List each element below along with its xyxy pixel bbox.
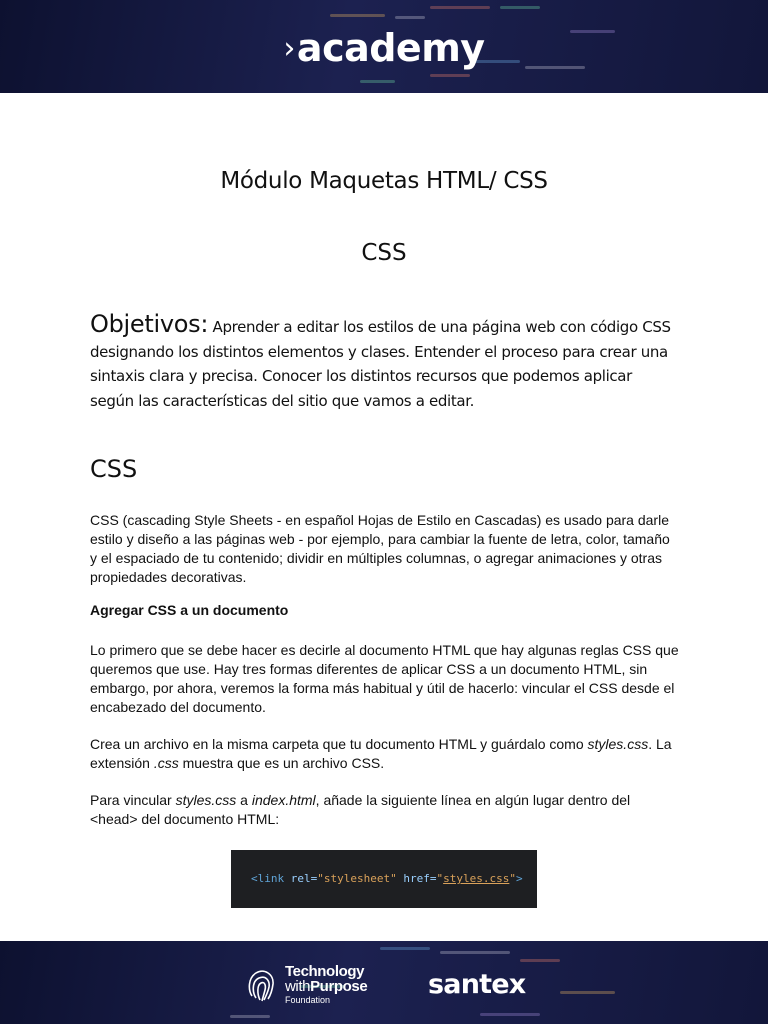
code-tag-close: > <box>515 872 523 885</box>
code-attr-href: href <box>403 872 430 885</box>
text-run: muestra que es un archivo CSS. <box>178 755 385 771</box>
code-equals: = <box>310 872 318 885</box>
intro-paragraph: CSS (cascading Style Sheets - en español Hojas de Estilo en Cascadas) es usado para darle estilo y diseño a las páginas web - por ejemplo, para cambiar la fuente de letra, color, tamaño y el espaciado de tu contenido; dividir en múltiples columnas, o agregar animaciones y otras propiedades decorativas. <box>90 512 670 585</box>
code-snippet <box>231 850 537 908</box>
document-subtitle: CSS <box>361 240 407 266</box>
twp-wordmark <box>285 964 367 1006</box>
paragraph-link-instructions <box>90 791 680 829</box>
text-run: . La extensión <box>90 736 672 771</box>
filename-styles-css: styles.css <box>587 736 649 752</box>
objectives-paragraph <box>90 312 680 413</box>
code-background-decoration <box>0 941 768 1024</box>
module-title: Módulo Maquetas HTML/ CSS <box>220 168 548 194</box>
text-run: Crea un archivo en la misma carpeta que tu documento HTML y guárdalo como <box>90 736 588 752</box>
footer-banner <box>0 941 768 1024</box>
header-banner <box>0 0 768 93</box>
extension-css: .css <box>153 755 179 771</box>
filename-styles-css: styles.css <box>175 792 237 808</box>
objectives-text: Aprender a editar los estilos de una página web con código CSS designando los distintos elementos y clases. Entender el proceso para crear una sintaxis clara y precisa. Conocer los distintos recursos que podemos aplicar según las características del sitio que vamos a editar. <box>90 318 671 410</box>
filename-index-html: index.html <box>251 792 316 808</box>
code-equals: = <box>429 872 437 885</box>
code-quote: " <box>436 872 444 885</box>
text-run: , añade la siguiente línea en algún lugar dentro del <head> del documento HTML: <box>90 792 631 827</box>
code-quote: " <box>509 872 516 885</box>
santex-logo: santex <box>428 969 526 1000</box>
academy-logo <box>0 22 768 78</box>
fingerprint-icon <box>246 966 276 1004</box>
twp-line-foundation: Foundation <box>285 995 331 1005</box>
section-heading: CSS <box>90 455 138 483</box>
twp-purpose: Purpose <box>310 978 368 995</box>
text-run: a <box>236 792 252 808</box>
twp-line-with-purpose <box>285 979 367 994</box>
logo-text: academy <box>296 26 485 70</box>
twp-with: with <box>285 978 311 995</box>
paragraph-link-css: Lo primero que se debe hacer es decirle al documento HTML que hay algunas reglas CSS que queremos que use. Hay tres formas diferentes de aplicar CSS a un documento HTML, sin embargo, por ahora, veremos la forma más habitual y útil de hacerlo: vincular el CSS desde el encabezado del documento. <box>90 642 679 715</box>
twp-line-technology: Technology <box>285 963 365 980</box>
code-value-stylesheet: "stylesheet" <box>317 872 397 885</box>
logo-chevron-icon: › <box>283 31 295 66</box>
paragraph-create-file <box>90 735 680 773</box>
technology-with-purpose-logo <box>246 965 367 1005</box>
sub-heading: Agregar CSS a un documento <box>90 602 289 618</box>
code-tag-open: <link <box>251 872 285 885</box>
code-attr-rel: rel <box>290 872 311 885</box>
text-run: Para vincular <box>90 792 176 808</box>
code-link-styles-css[interactable]: styles.css <box>443 872 510 885</box>
objectives-label: Objetivos: <box>90 310 209 338</box>
